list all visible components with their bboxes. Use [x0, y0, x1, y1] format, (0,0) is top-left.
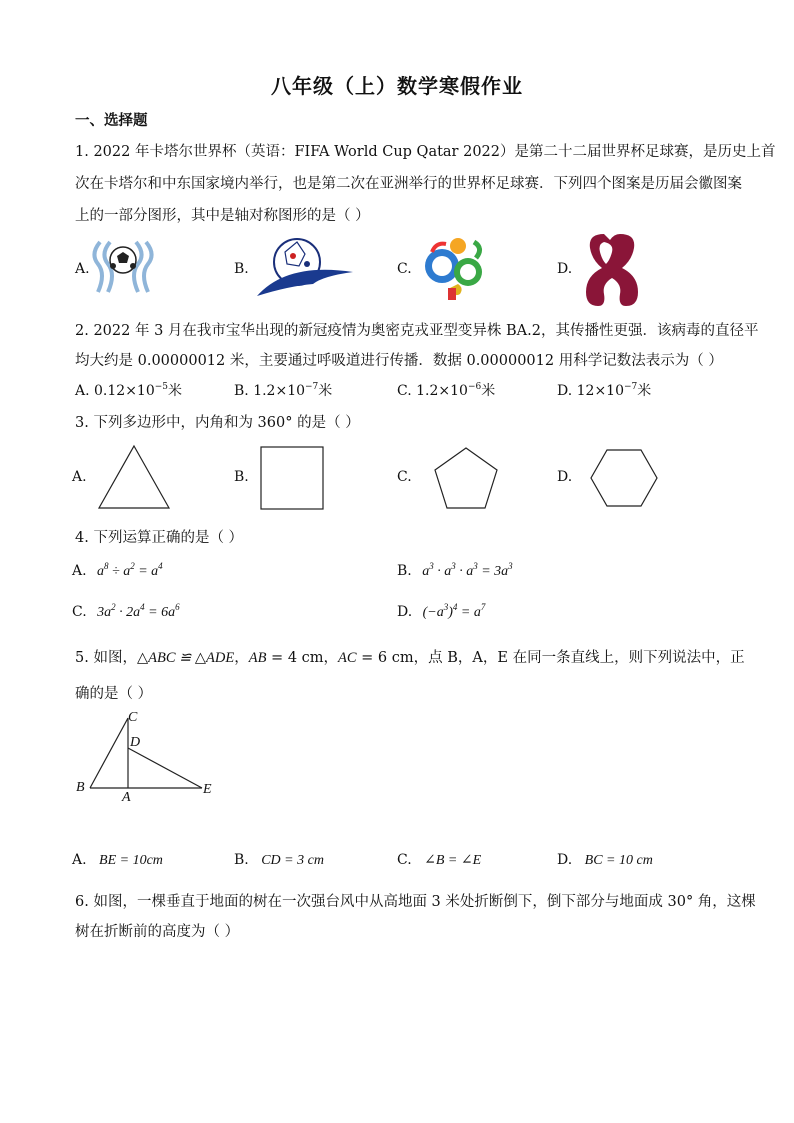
q5-option-c-expr: ∠B = ∠E: [424, 853, 482, 868]
q3-option-c-label: C.: [397, 469, 412, 485]
q2-option-b-unit: 米: [318, 383, 333, 399]
q5-line-1-prefix: 5. 如图，: [75, 650, 137, 666]
q5-label-d: D: [130, 735, 141, 750]
q2-option-c-base: 1.2×10: [416, 383, 468, 399]
q4-option-a-label: A.: [72, 563, 87, 579]
q1-line-2: 次在卡塔尔和中东国家境内举行，也是第二次在亚洲举行的世界杯足球赛．下列四个图案是历届会徽图案: [75, 176, 742, 192]
q4-option-b-label: B.: [397, 563, 412, 579]
q1-option-d-label: D.: [557, 261, 573, 277]
q1-emblem-b: [255, 238, 355, 300]
q2-option-a-base: 0.12×10: [94, 383, 155, 399]
q5-label-e: E: [203, 782, 212, 797]
q5-option-d-expr: BC = 10 cm: [584, 853, 653, 868]
q3-triangle-figure: [97, 444, 171, 510]
q6-line-2: 树在折断前的高度为（ ）: [75, 924, 240, 940]
q3-option-b-label: B.: [234, 469, 249, 485]
q1-option-b-label: B.: [234, 261, 249, 277]
q3-line: 3. 下列多边形中，内角和为 360° 的是（ ）: [75, 415, 360, 431]
q1-option-a-label: A.: [75, 261, 90, 277]
q1-emblem-a: [92, 238, 154, 296]
q4-option-d-label: D.: [397, 604, 413, 620]
q3-option-a-label: A.: [72, 469, 87, 485]
q1-line-1: 1. 2022 年卡塔尔世界杯（英语：FIFA World Cup Qatar 2022）是第二十二届世界杯足球赛，是历史上首: [75, 144, 776, 160]
q3-hexagon-figure: [590, 448, 658, 508]
q5-option-a: [72, 852, 163, 869]
q2-option-d-label: D.: [557, 383, 573, 399]
q5-label-c: C: [128, 710, 138, 725]
q3-square-figure: [260, 446, 324, 510]
q4-option-a: A. $a^8 \div a^2 = a^4$: [72, 561, 163, 579]
q5-line-2: 确的是（ ）: [75, 686, 153, 702]
q5-option-b: [234, 852, 324, 869]
q2-option-c-exp: −6: [467, 382, 482, 392]
page-title: 八年级（上）数学寒假作业: [271, 74, 523, 98]
q5-option-b-expr: CD = 3 cm: [261, 853, 324, 868]
q5-option-b-label: B.: [234, 852, 249, 868]
q6-line-1: 6. 如图，一棵垂直于地面的树在一次强台风中从高地面 3 米处折断倒下，倒下部分与地面成 30° 角，这棵: [75, 894, 756, 910]
q5-option-c-label: C.: [397, 852, 412, 868]
q1-option-c-label: C.: [397, 261, 412, 277]
q2-option-a-unit: 米: [168, 383, 183, 399]
q2-option-a-exp: −5: [154, 382, 169, 392]
q2-option-d-exp: −7: [624, 382, 638, 392]
q4-option-b: B. $a^3 \cdot a^3 \cdot a^3 = 3a^3$: [397, 561, 513, 579]
q4-option-d: D. $(-a^3)^4 = a^7$: [397, 602, 486, 620]
section-heading: 一、选择题: [75, 112, 148, 129]
q5-label-a: A: [122, 790, 131, 805]
q5-option-a-label: A.: [72, 852, 87, 868]
q1-emblem-c: [418, 232, 490, 304]
q2-option-c: [397, 380, 495, 400]
q4-option-c-label: C.: [72, 604, 87, 620]
q2-line-1: 2. 2022 年 3 月在我市宝华出现的新冠疫情为奥密克戎亚型变异株 BA.2，其传播性更强．该病毒的直径平: [75, 323, 759, 339]
q5-option-a-expr: BE = 10cm: [99, 853, 163, 868]
q5-line-1-suffix: ，点 B，A，E 在同一条直线上，则下列说法中，正: [413, 650, 745, 666]
q2-option-a-label: A.: [75, 383, 90, 399]
q2-option-c-label: C.: [397, 383, 412, 399]
q5-option-d: [557, 852, 653, 869]
q2-option-b-label: B.: [234, 383, 249, 399]
q2-option-a: [75, 380, 182, 400]
q1-line-3: 上的一部分图形，其中是轴对称图形的是（ ）: [75, 208, 370, 224]
q2-option-d: [557, 380, 651, 400]
q5-option-d-label: D.: [557, 852, 573, 868]
q1-emblem-d: [578, 230, 630, 310]
q5-label-b: B: [76, 780, 85, 795]
q2-option-c-unit: 米: [481, 383, 496, 399]
q2-option-b: [234, 380, 332, 400]
q5-line-1: 5. 如图，△ABC ≌ △ADE，AB = 4 cm，AC = 6 cm，点 B，A，E 在同一条直线上，则下列说法中，正: [75, 650, 745, 666]
q2-option-d-base: 12×10: [576, 383, 624, 399]
q4-line: 4. 下列运算正确的是（ ）: [75, 530, 244, 546]
q2-option-b-base: 1.2×10: [253, 383, 306, 399]
q4-option-c: C. $3a^2 \cdot 2a^4 = 6a^6$: [72, 602, 180, 620]
q5-option-c: [397, 852, 481, 869]
q2-option-b-exp: −7: [305, 382, 319, 392]
q3-pentagon-figure: [433, 446, 499, 510]
q2-option-d-unit: 米: [637, 383, 652, 399]
q2-line-2: 均大约是 0.00000012 米，主要通过呼吸道进行传播．数据 0.00000012 用科学记数法表示为（ ）: [75, 353, 723, 369]
q3-option-d-label: D.: [557, 469, 573, 485]
